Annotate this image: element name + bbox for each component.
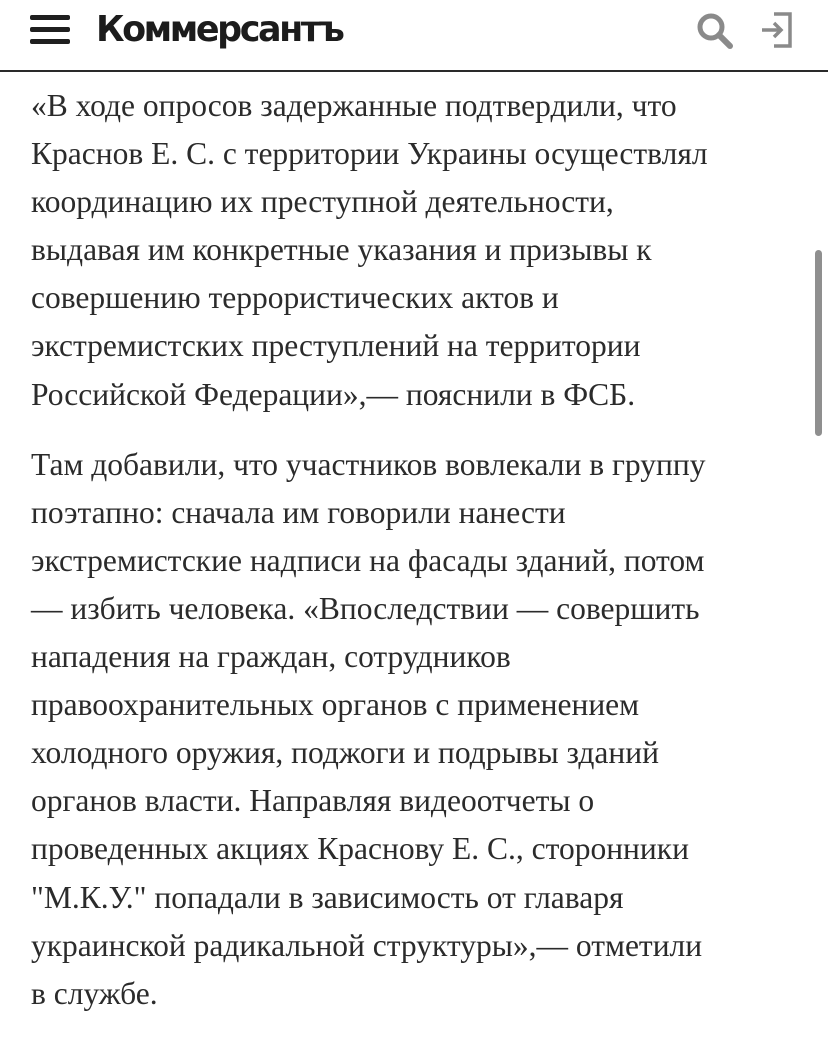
article-body: [31, 82, 801, 1018]
text-line: совершению террористических актов и: [31, 280, 559, 316]
text-line: выдавая им конкретные указания и призывы к: [31, 232, 652, 268]
text-line: органов власти. Направляя видеоотчеты о: [31, 783, 595, 819]
menu-bar: [30, 27, 70, 32]
text-line: Там добавили, что участников вовлекали в группу: [31, 446, 706, 482]
text-line: холодного оружия, поджоги и подрывы зданий: [31, 735, 659, 771]
paragraph-quote-fsb: [31, 82, 801, 419]
text-line: экстремистские надписи на фасады зданий, потом: [31, 542, 705, 578]
text-line: координацию их преступной деятельности,: [31, 184, 614, 220]
text-line: «В ходе опросов задержанные подтвердили, что: [31, 88, 677, 123]
hamburger-menu-icon[interactable]: [30, 15, 70, 45]
text-line: Российской Федерации»,— пояснили в ФСБ.: [31, 376, 636, 412]
search-icon[interactable]: [694, 10, 736, 52]
text-line: Краснов Е. С. с территории Украины осуществлял: [31, 136, 708, 172]
text-line: проведенных акциях Краснову Е. С., сторонники: [31, 831, 689, 867]
text-line: нападения на граждан, сотрудников: [31, 639, 511, 675]
text-line: правоохранительных органов с применением: [31, 687, 640, 723]
text-line: украинской радикальной структуры»,— отметили: [31, 927, 703, 963]
site-logo[interactable]: Коммерсантъ: [96, 9, 343, 50]
text-line: — избить человека. «Впоследствии — совершить: [31, 590, 700, 626]
top-header: [0, 0, 828, 72]
text-line: "М.К.У." попадали в зависимость от главаря: [31, 879, 624, 915]
text-line: в службе.: [31, 975, 158, 1011]
login-icon[interactable]: [756, 8, 798, 50]
text-line: поэтапно: сначала им говорили нанести: [31, 494, 566, 530]
menu-bar: [30, 39, 70, 44]
text-line: экстремистских преступлений на территории: [31, 328, 641, 364]
scrollbar-thumb[interactable]: [815, 250, 822, 436]
menu-bar: [30, 15, 70, 20]
paragraph-details: [31, 441, 801, 1018]
